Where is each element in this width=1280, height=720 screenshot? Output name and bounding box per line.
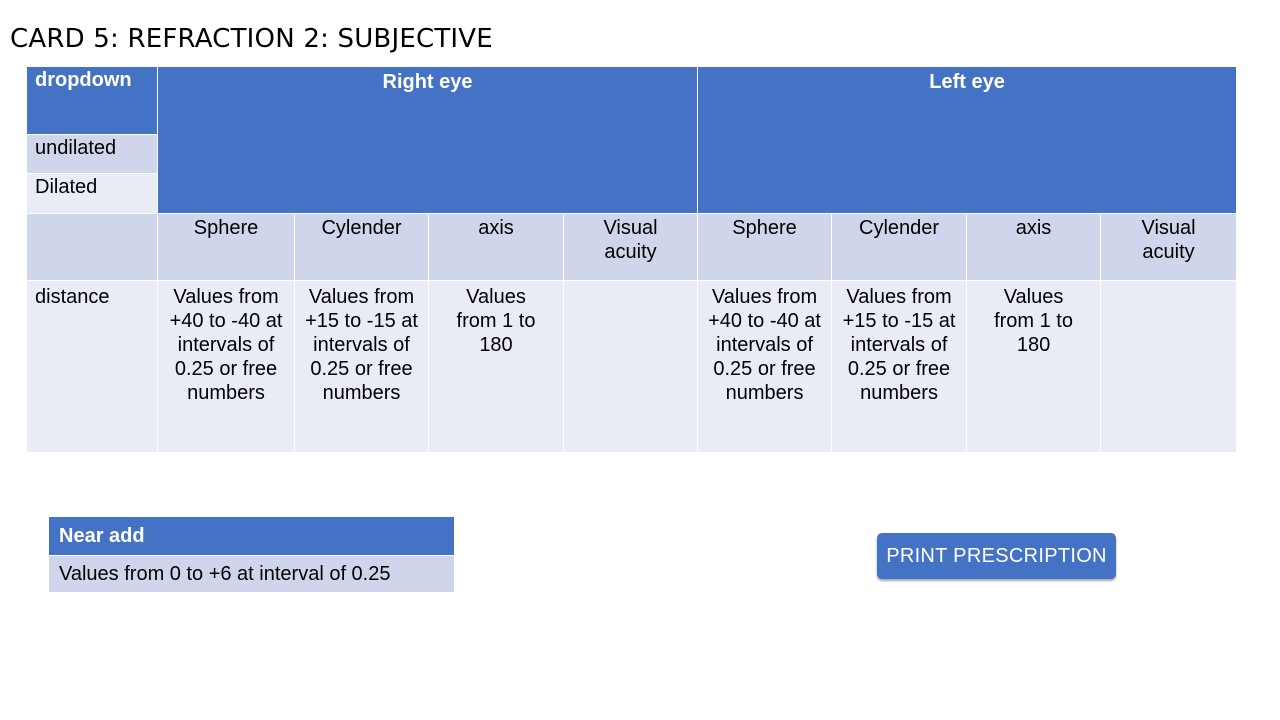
dropdown-option-dilated[interactable]: Dilated — [27, 174, 158, 214]
right-cylinder-field[interactable]: Values from +15 to -15 at intervals of 0.25 or free numbers — [295, 281, 429, 453]
near-add-table — [48, 516, 455, 593]
near-add-header: Near add — [49, 517, 455, 556]
column-header-left-cylinder: Cylender — [832, 214, 967, 281]
near-add-field[interactable]: Values from 0 to +6 at interval of 0.25 — [49, 556, 455, 593]
row-label-distance: distance — [27, 281, 158, 453]
right-sphere-field[interactable]: Values from +40 to -40 at intervals of 0.25 or free numbers — [158, 281, 295, 453]
column-header-blank — [27, 214, 158, 281]
left-axis-field[interactable]: Values from 1 to 180 — [967, 281, 1101, 453]
column-header-left-sphere: Sphere — [698, 214, 832, 281]
column-header-left-visual-acuity: Visual acuity — [1101, 214, 1237, 281]
dropdown-option-undilated[interactable]: undilated — [27, 135, 158, 174]
left-eye-header: Left eye — [698, 67, 1237, 214]
right-eye-header: Right eye — [158, 67, 698, 214]
print-prescription-button[interactable]: PRINT PRESCRIPTION — [877, 533, 1116, 579]
right-axis-field[interactable]: Values from 1 to 180 — [429, 281, 564, 453]
refraction-table — [26, 66, 1237, 453]
column-header-right-cylinder: Cylender — [295, 214, 429, 281]
right-visual-acuity-field[interactable] — [564, 281, 698, 453]
left-sphere-field[interactable]: Values from +40 to -40 at intervals of 0.25 or free numbers — [698, 281, 832, 453]
page-title: CARD 5: REFRACTION 2: SUBJECTIVE — [10, 24, 493, 54]
column-header-right-axis: axis — [429, 214, 564, 281]
column-header-right-sphere: Sphere — [158, 214, 295, 281]
column-header-left-axis: axis — [967, 214, 1101, 281]
left-cylinder-field[interactable]: Values from +15 to -15 at intervals of 0.25 or free numbers — [832, 281, 967, 453]
column-header-right-visual-acuity: Visual acuity — [564, 214, 698, 281]
left-visual-acuity-field[interactable] — [1101, 281, 1237, 453]
dilation-dropdown[interactable]: dropdown — [27, 67, 158, 135]
